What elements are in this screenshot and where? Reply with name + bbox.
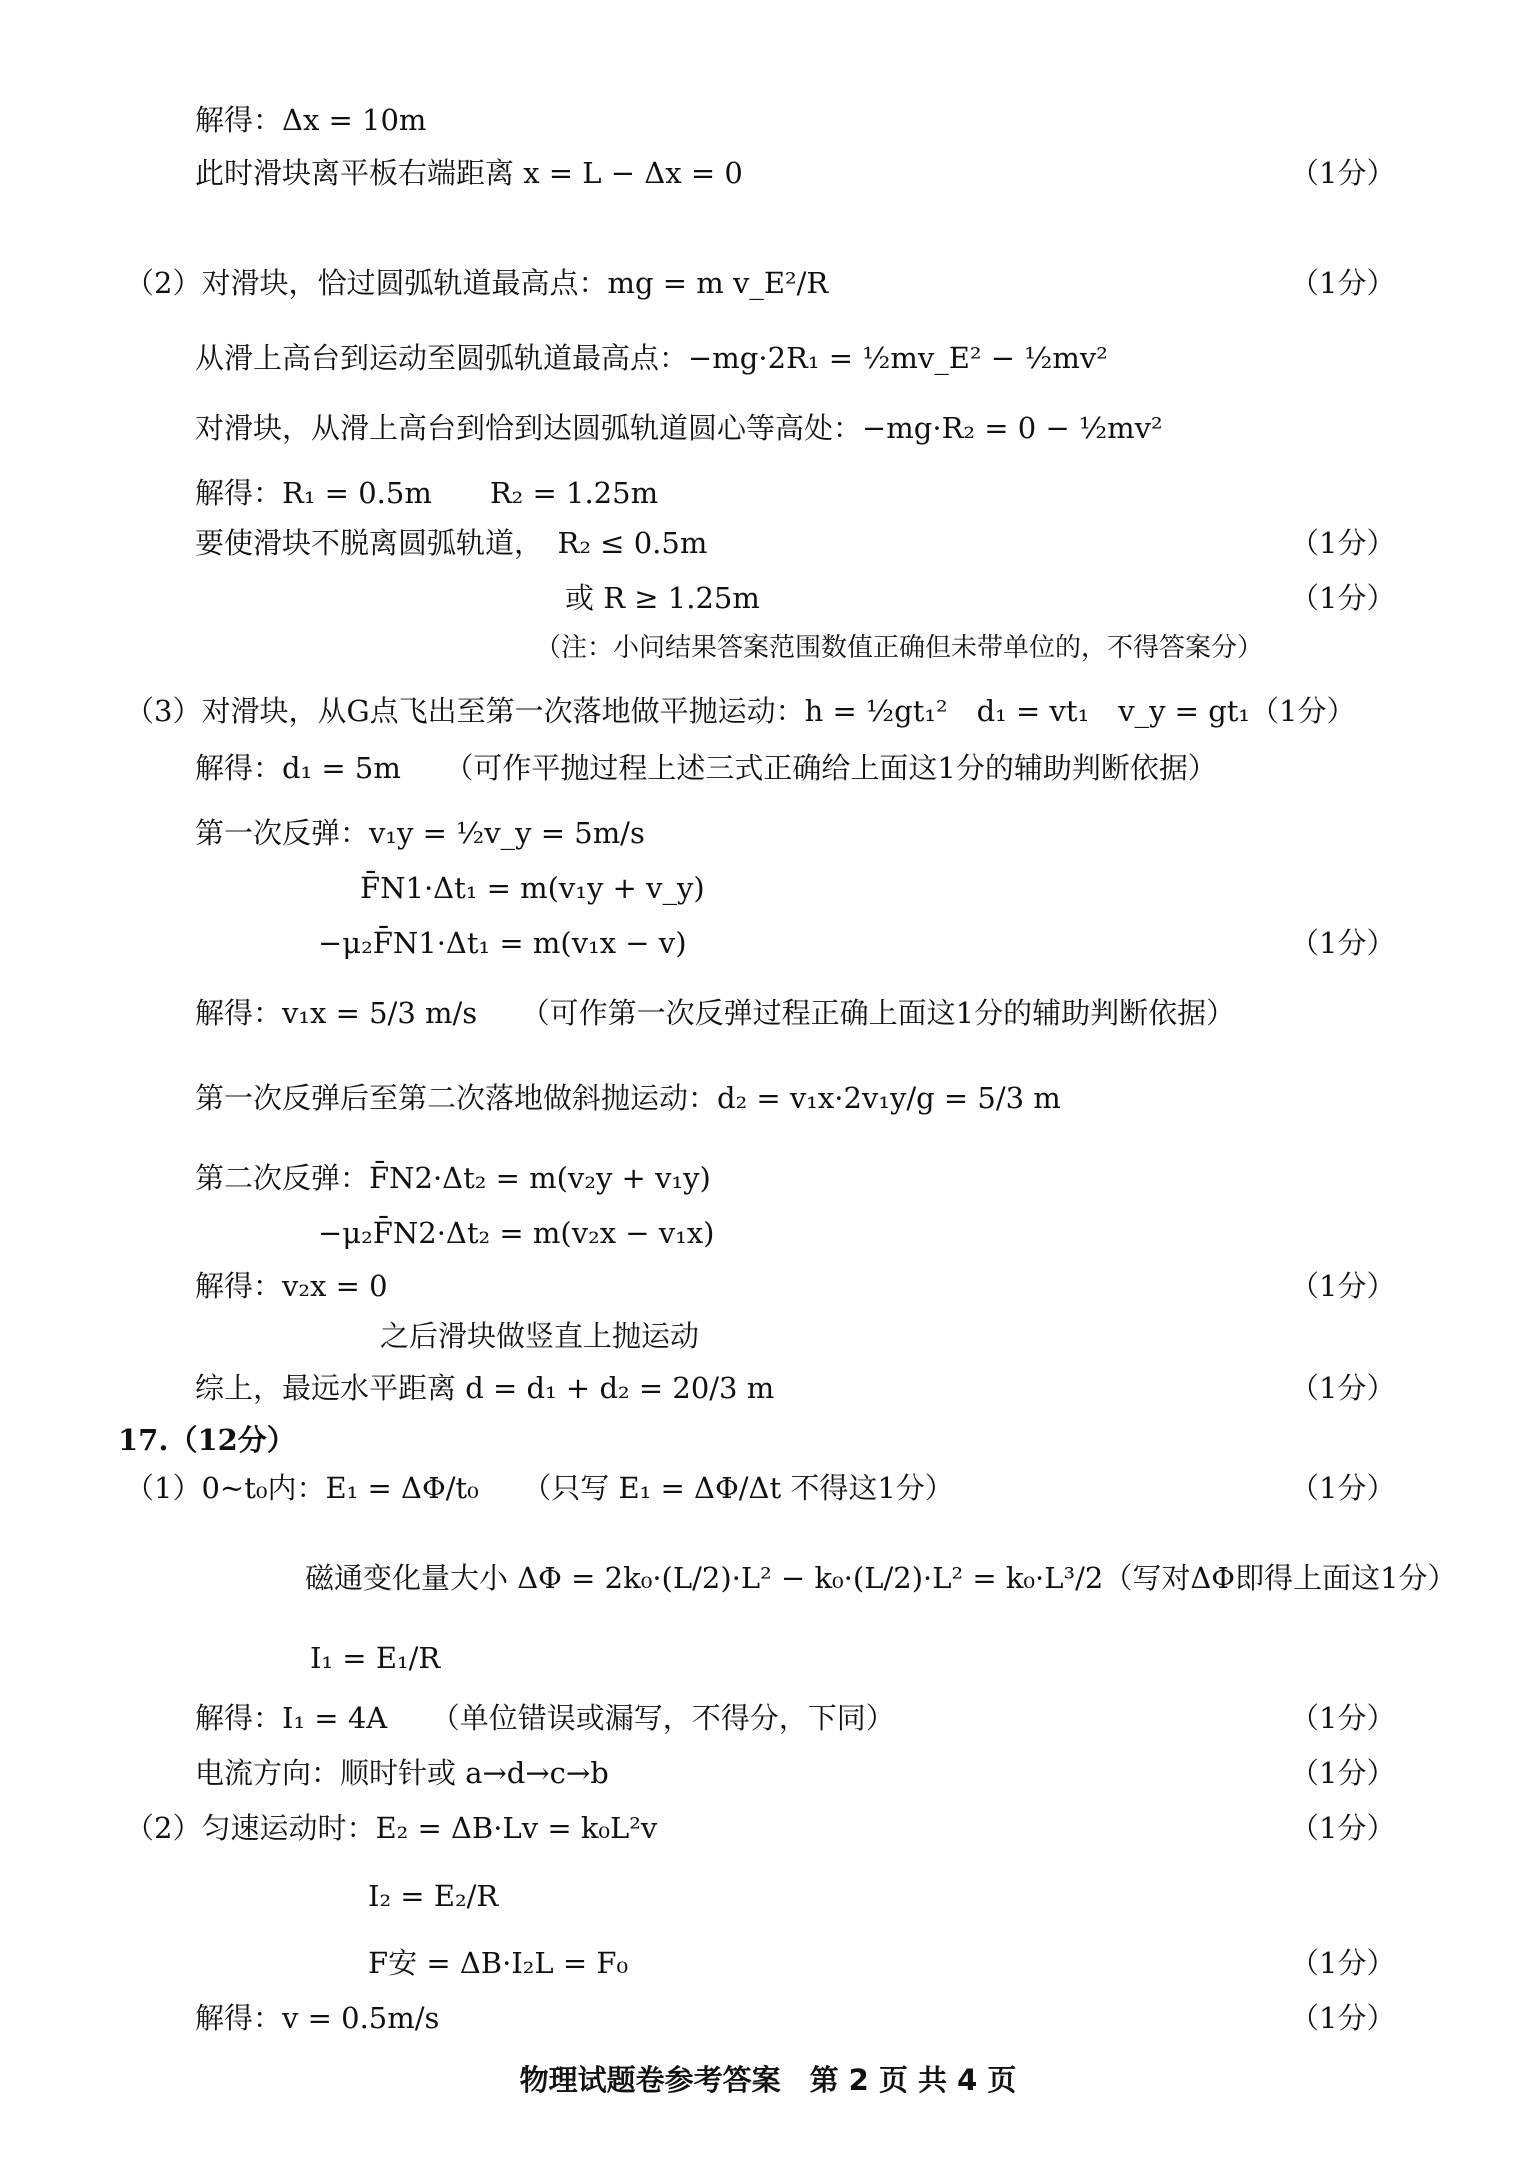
- line-text: 第一次反弹：v₁y = ½v_y = 5m/s: [195, 816, 645, 850]
- answer-line: [0, 1868, 1536, 1924]
- line-text: （3）对滑块，从G点飞出至第一次落地做平抛运动：h = ½gt₁² d₁ = vt₁ v_y = gt₁（1分）: [125, 694, 1356, 728]
- score-mark: （1分）: [1290, 1701, 1396, 1735]
- answer-line: [0, 465, 1536, 521]
- answer-line: [0, 915, 1536, 971]
- line-text: −μ₂F̄N1·Δt₁ = m(v₁x − v): [318, 926, 687, 960]
- score-mark: （1分）: [1290, 526, 1396, 560]
- answer-line: [0, 1070, 1536, 1126]
- answer-line: [0, 1630, 1536, 1686]
- score-mark: （1分）: [1290, 1811, 1396, 1845]
- line-text: I₂ = E₂/R: [368, 1879, 499, 1913]
- answer-line: [0, 1460, 1536, 1516]
- answer-line: [0, 570, 1536, 626]
- score-mark: （1分）: [1290, 1269, 1396, 1303]
- line-text: 对滑块，从滑上高台到恰到达圆弧轨道圆心等高处：−mg·R₂ = 0 − ½mv²: [195, 411, 1163, 445]
- line-text: 磁通变化量大小 ΔΦ = 2k₀·(L/2)·L² − k₀·(L/2)·L² = k₀·L³/2（写对ΔΦ即得上面这1分）: [305, 1561, 1457, 1595]
- answer-line: [0, 1745, 1536, 1801]
- line-text: I₁ = E₁/R: [310, 1641, 441, 1675]
- line-text: 之后滑块做竖直上抛运动: [380, 1319, 700, 1353]
- answer-line: [0, 1150, 1536, 1206]
- score-mark: （1分）: [1290, 1371, 1396, 1405]
- score-mark: （1分）: [1290, 1756, 1396, 1790]
- answer-line: [0, 1935, 1536, 1991]
- line-text: 综上，最远水平距离 d = d₁ + d₂ = 20/3 m: [195, 1371, 775, 1405]
- answer-line: [0, 400, 1536, 456]
- line-text: 解得：d₁ = 5m （可作平抛过程上述三式正确给上面这1分的辅助判断依据）: [195, 751, 1217, 785]
- line-text: 17.（12分）: [118, 1423, 296, 1457]
- answer-line: [0, 805, 1536, 861]
- score-mark: （1分）: [1290, 581, 1396, 615]
- answer-line: [0, 330, 1536, 386]
- answer-line: [0, 1990, 1536, 2046]
- answer-line: [0, 683, 1536, 739]
- line-text: （2）对滑块，恰过圆弧轨道最高点：mg = m v_E²/R: [125, 266, 829, 300]
- answer-line: [0, 740, 1536, 796]
- line-text: −μ₂F̄N2·Δt₂ = m(v₂x − v₁x): [318, 1216, 715, 1250]
- line-text: （1）0~t₀内：E₁ = ΔΦ/t₀ （只写 E₁ = ΔΦ/Δt 不得这1分）: [125, 1471, 954, 1505]
- score-mark: （1分）: [1290, 1471, 1396, 1505]
- note-line: [0, 620, 1536, 676]
- line-text: 或 R ≥ 1.25m: [565, 581, 760, 615]
- score-mark: （1分）: [1290, 266, 1396, 300]
- line-text: （2）匀速运动时：E₂ = ΔB·Lv = k₀L²v: [125, 1811, 658, 1845]
- line-text: 解得：v₁x = 5/3 m/s （可作第一次反弹过程正确上面这1分的辅助判断依据）: [195, 996, 1236, 1030]
- page-footer: 物理试题卷参考答案 第 2 页 共 4 页: [519, 2063, 1017, 2097]
- score-mark: （1分）: [1290, 2001, 1396, 2035]
- answer-line: [0, 1258, 1536, 1314]
- score-mark: （1分）: [1290, 1946, 1396, 1980]
- line-text: 从滑上高台到运动至圆弧轨道最高点：−mg·2R₁ = ½mv_E² − ½mv²: [195, 341, 1108, 375]
- line-text: 第一次反弹后至第二次落地做斜抛运动：d₂ = v₁x·2v₁y/g = 5/3 m: [195, 1081, 1061, 1115]
- line-text: 电流方向：顺时针或 a→d→c→b: [195, 1756, 609, 1790]
- score-mark: （1分）: [1290, 926, 1396, 960]
- answer-line: [0, 1690, 1536, 1746]
- line-text: 此时滑块离平板右端距离 x = L − Δx = 0: [195, 156, 743, 190]
- line-text: 解得：R₁ = 0.5m R₂ = 1.25m: [195, 476, 659, 510]
- line-text: F̄N1·Δt₁ = m(v₁y + v_y): [360, 871, 705, 905]
- answer-line: [0, 92, 1536, 148]
- line-text: F安 = ΔB·I₂L = F₀: [368, 1946, 629, 1980]
- line-text: 第二次反弹：F̄N2·Δt₂ = m(v₂y + v₁y): [195, 1161, 711, 1195]
- answer-line: [0, 1800, 1536, 1856]
- line-text: （注：小问结果答案范围数值正确但未带单位的，不得答案分）: [535, 633, 1264, 663]
- answer-line: [0, 1550, 1536, 1606]
- line-text: 要使滑块不脱离圆弧轨道， R₂ ≤ 0.5m: [195, 526, 708, 560]
- answer-line: [0, 985, 1536, 1041]
- line-text: 解得：I₁ = 4A （单位错误或漏写，不得分，下同）: [195, 1701, 895, 1735]
- answer-line: [0, 515, 1536, 571]
- score-mark: （1分）: [1290, 156, 1396, 190]
- answer-line: [0, 860, 1536, 916]
- answer-line: [0, 1360, 1536, 1416]
- answer-line: [0, 1205, 1536, 1261]
- answer-line: [0, 1308, 1536, 1364]
- answer-line: [0, 255, 1536, 311]
- answer-line: [0, 145, 1536, 201]
- line-text: 解得：Δx = 10m: [195, 103, 427, 137]
- line-text: 解得：v = 0.5m/s: [195, 2001, 440, 2035]
- line-text: 解得：v₂x = 0: [195, 1269, 388, 1303]
